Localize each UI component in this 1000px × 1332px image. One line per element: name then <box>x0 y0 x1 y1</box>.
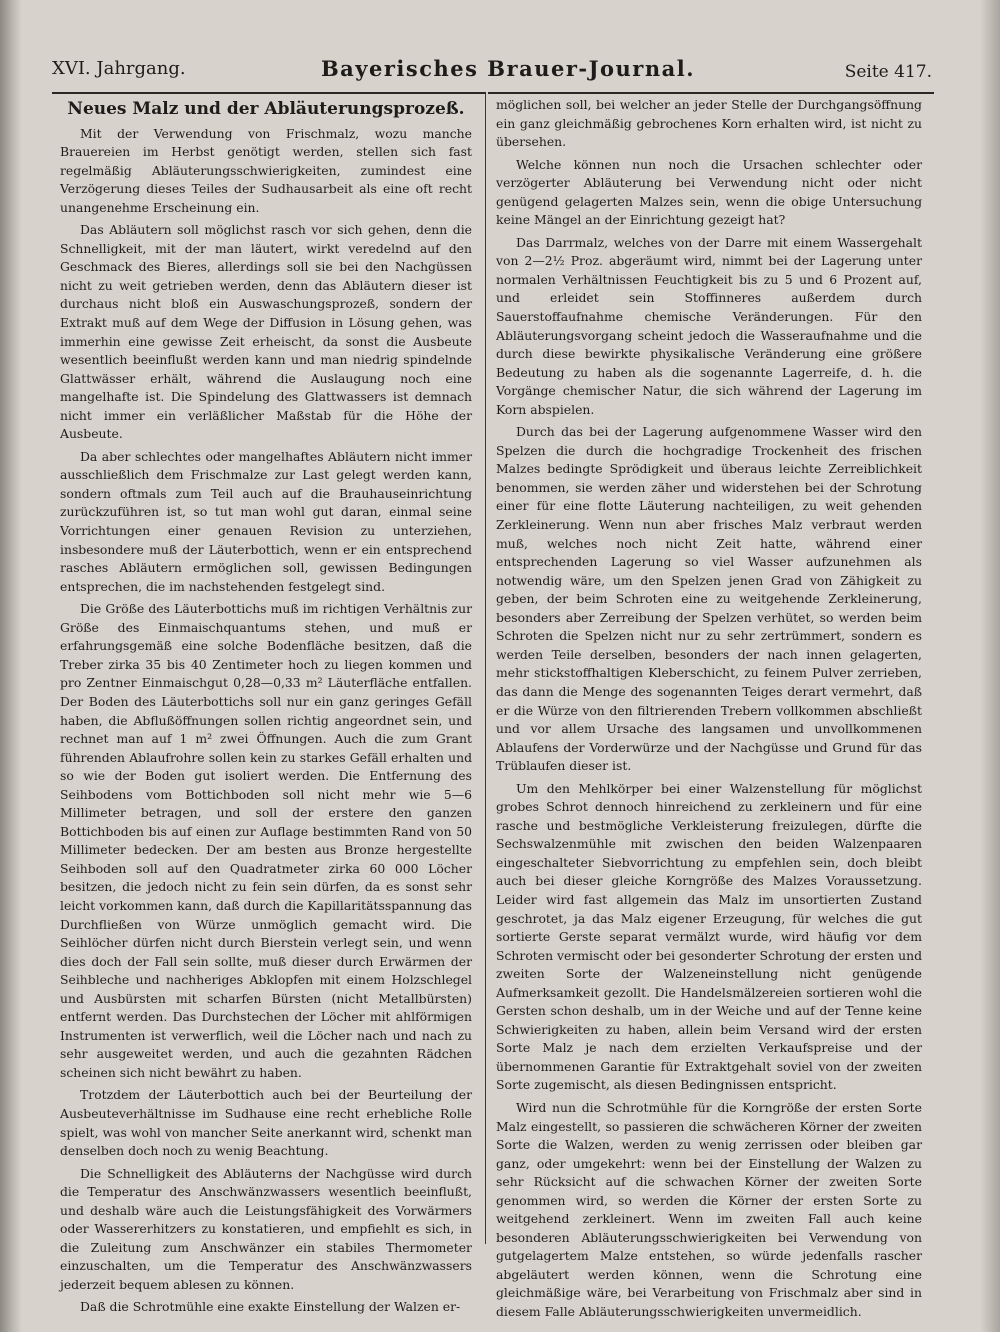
left-column <box>60 96 472 1321</box>
running-header <box>52 58 932 88</box>
paragraph-continued: möglichen soll, bei welcher an jeder Stelle der Durchgangsöffnung ein ganz gleichmäßig gebrochenes Korn erhalten wird, ist nicht zu übersehen. <box>496 97 922 150</box>
paragraph: Die Größe des Läuterbottichs muß im richtigen Verhältnis zur Größe des Einmaischquantums stehen, und muß er erfahrungsgemäß eine solche Bodenfläche besitzen, daß die Treber zirka 35 bis 40 Zentimeter hoch zu liegen kommen und pro Zentner Einmaischgut 0,28—0,33 m² Läuterfläche entfallen. Der Boden des Läuterbottichs soll nur ein ganz geringes Gefäll haben, die Abflußöffnungen sollen richtig angeordnet sein, und rechnet man auf 1 m² zwei Öffnungen. Auch die zum Grant führenden Ablaufrohre sollen kein zu starkes Gefäll erhalten und so wie der Boden gut isoliert werden. Die Entfernung des Seihbodens vom Bottichboden soll nicht mehr wie 5—6 Millimeter betragen, und soll der erstere den ganzen Bottichboden bis auf einen zur Auflage bestimmten Rand von 50 Millimeter bedecken. Der am besten aus Bronze hergestellte Seihboden soll auf den Quadratmeter zirka 60 000 Löcher besitzen, die jedoch nicht zu fein sein dürfen, da es sonst sehr leicht vorkommen kann, daß durch die Kapillaritätsspannung das Durchfließen von Würze unmöglich gemacht wird. Die Seihlöcher dürfen nicht durch Bierstein verlegt sein, und wenn dies doch der Fall sein sollte, muß dieser durch Erwärmen der Seihbleche und nachheriges Abklopfen mit einem Holzschlegel und Ausbürsten mit scharfen Bürsten (nicht Metallbürsten) entfernt werden. Das Durchstechen der Löcher mit ahlförmigen Instrumenten ist verwerflich, weil die Löcher nach und nach zu sehr ausgeweitet werden, und auch die gezahnten Rädchen scheinen sich nicht bewährt zu haben. <box>60 601 472 1080</box>
paragraph: Um den Mehlkörper bei einer Walzenstellung für möglichst grobes Schrot dennoch hinreichend zu zerkleinern und für eine rasche und bestmögliche Verkleisterung freizulegen, dürfte die Sechswalzenmühle mit zwischen den beiden Walzenpaaren eingeschalteter Siebvorrichtung zu empfehlen sein, doch bleibt auch bei dieser gleiche Korngröße des Malzes Voraussetzung. Leider wird fast allgemein das Malz im unsortierten Zustand geschrotet, ja das Malz eigener Erzeugung, für welches die gut sortierte Gerste separat vermälzt wurde, wird häufig vor dem Schroten vermischt oder bei gesonderter Schrotung der ersten und zweiten Sorte der Walzeneinstellung nicht genügende Aufmerksamkeit gezollt. Die Handelsmälzereien sortieren wohl die Gersten schon deshalb, um in der Weiche und auf der Tenne keine Schwierigkeiten zu haben, allein beim Versand wird der ersten Sorte Malz je nach dem erzielten Verkaufspreise und der übernommenen Garantie für Extraktgehalt soviel von der zweiten Sorte zugemischt, als diesen Bedingnissen entspricht. <box>496 780 922 1093</box>
paragraph: Mit der Verwendung von Frischmalz, wozu manche Brauereien im Herbst genötigt werden, stellen sich fast regelmäßig Abläuterungsschwierigkeiten, zumindest eine Verzögerung dieses Teiles der Sudhausarbeit als eine oft recht unangenehme Erscheinung ein. <box>60 125 472 215</box>
journal-title: Bayerisches Brauer-Journal. <box>320 56 696 81</box>
page-edge-shadow-left <box>0 0 22 1332</box>
page-edge-shadow-right <box>980 0 1000 1332</box>
page-number: Seite 417. <box>844 62 932 82</box>
header-rule-right <box>488 92 934 94</box>
column-divider <box>485 94 486 1244</box>
paragraph: Wird nun die Schrotmühle für die Korngröße der ersten Sorte Malz eingestellt, so passieren die schwächeren Körner der zweiten Sorte die Walzen, werden zu wenig zerrissen oder bleiben gar ganz, oder umgekehrt: wenn bei der Einstellung der Walzen zu sehr Rücksicht auf die schwachen Körner der zweiten Sorte genommen wird, so werden die Körner der ersten Sorte zu weitgehend zerkleinert. Wenn im zweiten Fall auch keine besonderen Abläuterungsschwierigkeiten bei Verwendung von gutgelagertem Malze entstehen, so würde jedenfalls rascher abgeläutert werden können, wenn die Schrotung eine gleichmäßige wäre, bei Verarbeitung von Frischmalz aber sind in diesem Falle Abläuterungsschwierigkeiten unvermeidlich. <box>496 1099 922 1319</box>
paragraph: Das Abläutern soll möglichst rasch vor sich gehen, denn die Schnelligkeit, mit der man läutert, wirkt veredelnd auf den Geschmack des Bieres, allerdings soll sie bei den Nachgüssen nicht zu weit getrieben werden, denn das Abläutern dieser ist durchaus nicht bloß ein Auswaschungsprozeß, sondern der Extrakt muß auf dem Wege der Diffusion in Lösung gehen, was immerhin eine gewisse Zeit erheischt, da sonst die Ausbeute wesentlich beeinflußt werden kann und man niedrig spindelnde Glattwässer erhält, während die Auslaugung noch eine mangelhafte ist. Die Spindelung des Glattwassers ist demnach nicht immer ein verläßlicher Maßstab für die Höhe der Ausbeute. <box>60 222 472 442</box>
paragraph: Durch das bei der Lagerung aufgenommene Wasser wird den Spelzen die durch die hochgradige Trockenheit des frischen Malzes bedingte Sprödigkeit und überaus leichte Zerreiblichkeit benommen, sie werden zäher und widerstehen bei der Schrotung einer für eine flotte Läuterung nachteiligen, zu weit gehenden Zerkleinerung. Wenn nun aber frisches Malz verbraut werden muß, welches noch nicht Zeit hatte, während einer entsprechenden Lagerung so viel Wasser aufzunehmen als notwendig wäre, um den Spelzen jenen Grad von Zähigkeit zu geben, der beim Schroten eine zu weitgehende Zerkleinerung, besonders aber Zerreibung der Spelzen verhütet, so werden beim Schroten die Spelzen nicht nur zu sehr zertrümmert, sondern es werden Teile derselben, besonders der nach innen gelagerten, mehr stickstoffhaltigen Kleberschicht, zu feinem Pulver zerrieben, das dann die Menge des sogenannten Teiges derart vermehrt, daß er die Würze von den filtrierenden Trebern vollkommen abschließt und vor allem Ursache des langsamen und unvollkommenen Ablaufens der Vorderwürze und der Nachgüsse und Grund für das Trüblaufen dieser ist. <box>496 424 922 774</box>
header-rule-left <box>52 92 486 94</box>
article-title: Neues Malz und der Abläuterungsprozeß. <box>67 99 465 119</box>
right-column <box>496 96 922 1326</box>
paragraph: Daß die Schrotmühle eine exakte Einstellung der Walzen er- <box>80 1299 461 1315</box>
paragraph: Trotzdem der Läuterbottich auch bei der Beurteilung der Ausbeuteverhältnisse im Sudhause eine recht erhebliche Rolle spielt, was wohl von mancher Seite anerkannt wird, schenkt man denselben doch noch zu wenig Beachtung. <box>60 1087 472 1159</box>
paragraph: Die Schnelligkeit des Abläuterns der Nachgüsse wird durch die Temperatur des Anschwänzwassers wesentlich beeinflußt, und deshalb wäre auch die Leistungsfähigkeit des Vorwärmers oder Wassererhitzers zu konstatieren, und empfiehlt es sich, in die Zuleitung zum Anschwänzer ein stabiles Thermometer einzuschalten, um die Temperatur des Anschwänzwassers jederzeit bequem ablesen zu können. <box>60 1165 472 1292</box>
paragraph: Welche können nun noch die Ursachen schlechter oder verzögerter Abläuterung bei Verwendung nicht oder nicht genügend gelagerten Malzes sein, wenn die obige Untersuchung keine Mängel an der Einrichtung gezeigt hat? <box>496 156 922 228</box>
paragraph: Das Darrmalz, welches von der Darre mit einem Wassergehalt von 2—2½ Proz. abgeräumt wird, nimmt bei der Lagerung unter normalen Verhältnissen Feuchtigkeit bis zu 5 und 6 Prozent auf, und erleidet sein Stoffinneres außerdem durch Sauerstoffaufnahme chemische Veränderungen. Für den Abläuterungsvorgang scheint jedoch die Wasseraufnahme und die durch diese bewirkte physikalische Veränderung eine größere Bedeutung zu haben als die sogenannte Lagerreife, d. h. die Vorgänge chemischer Natur, die sich während der Lagerung im Korn abspielen. <box>496 234 922 417</box>
paragraph: Da aber schlechtes oder mangelhaftes Abläutern nicht immer ausschließlich dem Frischmalze zur Last gelegt werden kann, sondern oftmals zum Teil auch auf die Brauhauseinrichtung zurückzuführen ist, so tut man wohl gut daran, einmal seine Vorrichtungen einer genauen Revision zu unterziehen, insbesondere muß der Läuterbottich, wenn er ein entsprechend rasches Abläutern ermöglichen soll, gewissen Bedingungen entsprechen, die im nachstehenden festgelegt sind. <box>60 448 472 594</box>
volume-label: XVI. Jahrgang. <box>52 58 186 79</box>
